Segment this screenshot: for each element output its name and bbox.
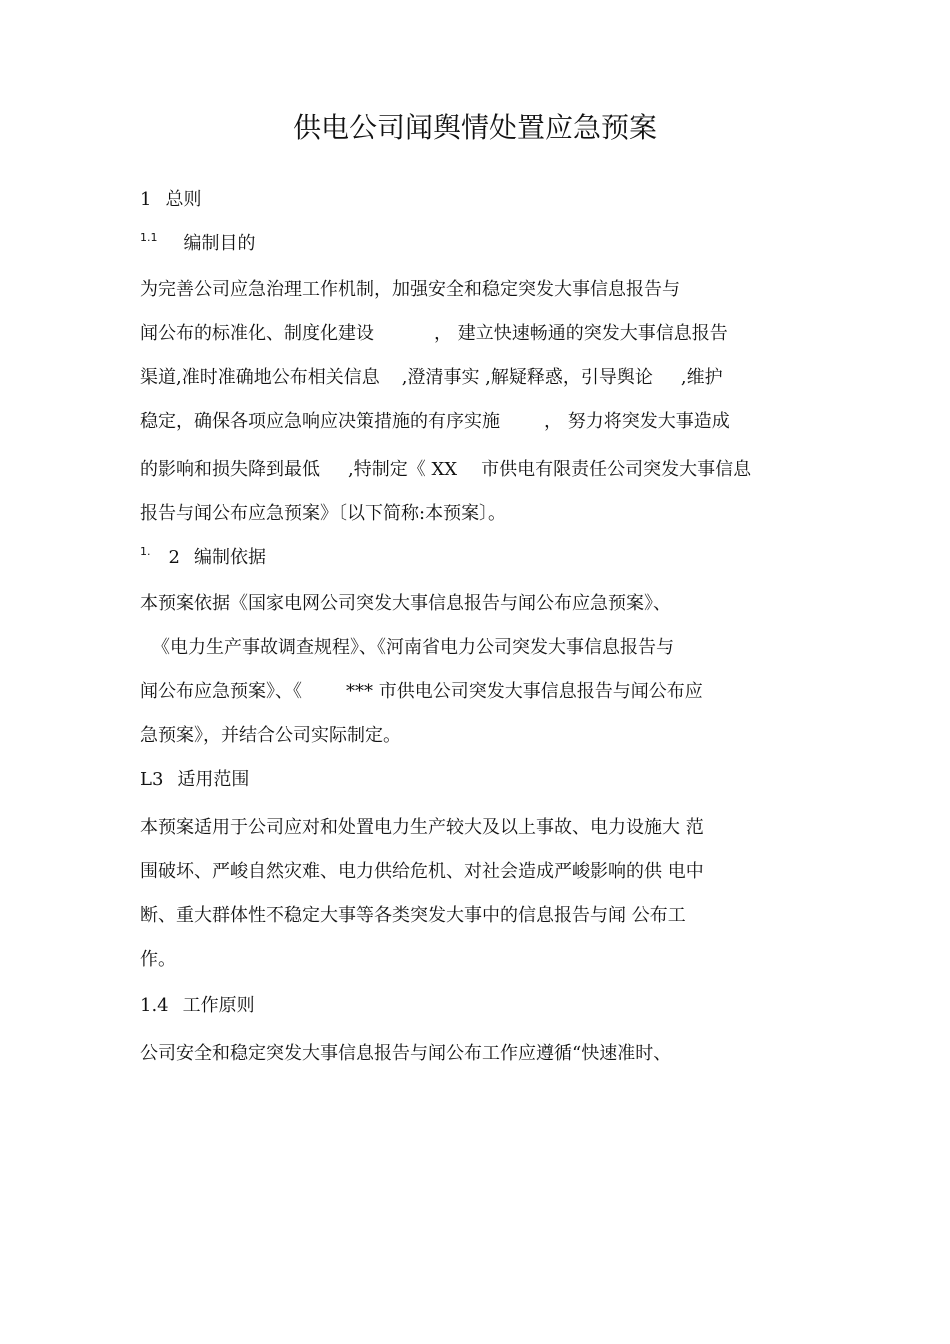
paragraph-line <box>140 322 728 346</box>
section-title: 工作原则 <box>182 995 255 1016</box>
paragraph-line <box>140 680 703 704</box>
section-1-4-heading <box>140 994 255 1018</box>
paragraph-line: 断、重大群体性不稳定大事等各类突发大事中的信息报告与闻 公布工 <box>140 905 686 926</box>
text-run: ， 建立快速畅通的突发大事信息报告 <box>434 323 728 344</box>
section-number: 1 <box>140 189 152 210</box>
section-1-heading <box>140 188 201 212</box>
paragraph-line <box>140 410 730 434</box>
paragraph-line <box>140 458 751 482</box>
text-run: *** 市供电公司突发大事信息报告与闻公布应 <box>346 681 703 702</box>
text-run: 闻公布应急预案》、《 <box>140 681 302 702</box>
section-title: 适用范围 <box>177 769 250 790</box>
text-run: 稳定，确保各项应急响应决策措施的有序实施 <box>140 411 500 432</box>
section-title: 编制目的 <box>183 233 256 254</box>
paragraph-line: 急预案》，并结合公司实际制定。 <box>140 725 401 746</box>
paragraph-line: 作。 <box>140 949 176 970</box>
text-run: ， 努力将突发大事造成 <box>544 411 730 432</box>
section-title: 编制依据 <box>193 547 266 568</box>
text-run: 闻公布的标准化、制度化建设 <box>140 323 374 344</box>
paragraph-line: 为完善公司应急治理工作机制，加强安全和稳定突发大事信息报告与 <box>140 279 680 300</box>
text-run: ,维护 <box>680 367 723 388</box>
paragraph-line: 报告与闻公布应急预案》〔以下简称:本预案〕。 <box>140 503 507 524</box>
text-run: ,澄清事实 ,解疑释惑，引导舆论 <box>401 367 653 388</box>
text-run: ,特制定《 XX <box>348 459 458 480</box>
section-1-2-heading <box>140 546 266 570</box>
paragraph-line: 公司安全和稳定突发大事信息报告与闻公布工作应遵循“快速准时、 <box>140 1043 672 1064</box>
text-run: 的影响和损失降到最低 <box>140 459 320 480</box>
section-number: L3 <box>140 769 164 790</box>
paragraph-line <box>140 366 723 390</box>
paragraph-line: 本预案适用于公司应对和处置电力生产较大及以上事故、电力设施大 范 <box>140 817 704 838</box>
section-title: 总则 <box>165 189 202 210</box>
page-title: 供电公司闻舆情处置应急预案 <box>292 111 657 144</box>
text-run: 渠道,准时准确地公布相关信息 <box>140 367 380 388</box>
section-1-3-heading <box>140 768 249 792</box>
section-number: 1. <box>140 545 151 558</box>
paragraph-line: 本预案依据《国家电网公司突发大事信息报告与闻公布应急预案》、 <box>140 593 671 614</box>
section-1-1-heading <box>140 232 256 256</box>
section-number: 1.1 <box>140 231 158 244</box>
paragraph-line: 《电力生产事故调查规程》、《河南省电力公司突发大事信息报告与 <box>152 637 674 658</box>
section-number-part: 2 <box>168 547 180 568</box>
text-run: 市供电有限责任公司突发大事信息 <box>481 459 752 480</box>
paragraph-line: 围破坏、严峻自然灾难、电力供给危机、对社会造成严峻影响的供 电中 <box>140 861 704 882</box>
section-number: 1.4 <box>140 995 169 1016</box>
